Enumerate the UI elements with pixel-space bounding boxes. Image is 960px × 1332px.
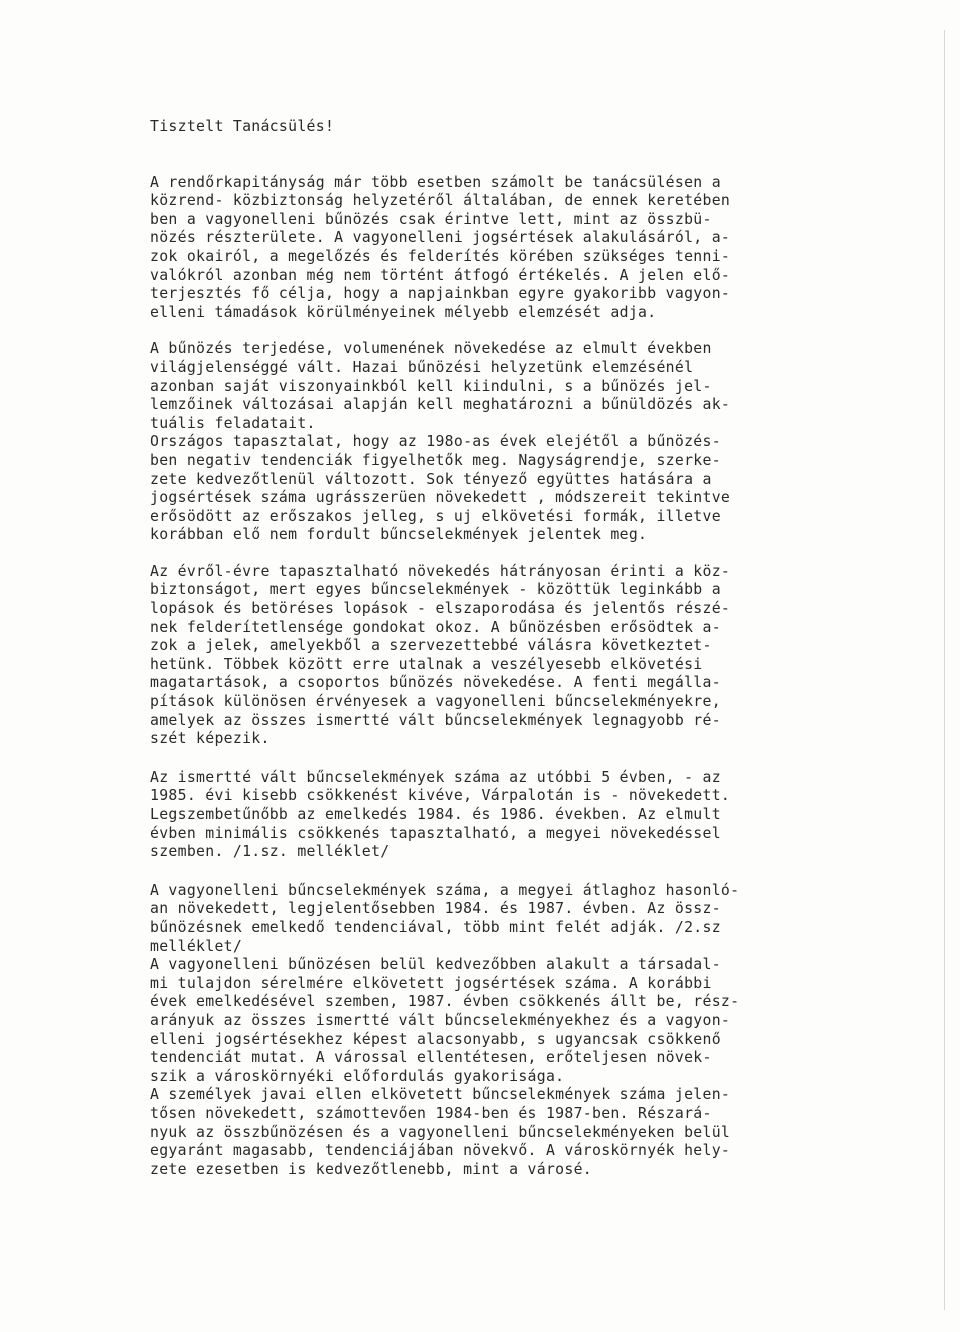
text-line: arányuk az összes ismertté vált bűncselekményekhez és a vagyon- — [150, 1011, 731, 1029]
text-line: zete ezesetben is kedvezőtlenebb, mint a városé. — [150, 1160, 593, 1178]
text-line: elleni jogsértésekhez képest alacsonyabb, s ugyancsak csökkenő — [150, 1030, 721, 1048]
text-line: A vagyonelleni bűncselekmények száma, a megyei átlaghoz hasonló- — [150, 881, 740, 899]
text-line: zok a jelek, amelyekből a szervezettebbé válásra következtet- — [150, 637, 712, 655]
text-line: szik a városkörnyéki előfordulás gyakorisága. — [150, 1067, 565, 1085]
text-line: ben a vagyonelleni bűnözés csak érintve lett, mint az összbü- — [150, 210, 712, 228]
text-line: évben minimális csökkenés tapasztalható, a megyei növekedéssel — [150, 824, 721, 842]
document-body — [150, 118, 880, 1179]
text-line: A bűnözés terjedése, volumenének növekedése az elmult években — [150, 340, 712, 358]
text-line: zete kedvezőtlenül változott. Sok tényező együttes hatására a — [150, 470, 712, 488]
text-line: szemben. /1.sz. melléklet/ — [150, 843, 390, 861]
text-line: magatartások, a csoportos bűnözés növekedése. A fenti megálla- — [150, 674, 721, 692]
text-line: A személyek javai ellen elkövetett bűncselekmények száma jelen- — [150, 1086, 731, 1104]
text-line: jogsértések száma ugrásszerüen növekedett , módszereit tekintve — [150, 489, 731, 507]
text-line: erősödött az erőszakos jelleg, s uj elkövetési formák, illetve — [150, 507, 721, 525]
greeting: Tisztelt Tanácsülés! — [150, 118, 335, 135]
paragraph-4 — [150, 769, 880, 862]
text-line: bűnözésnek emelkedő tendenciával, több mint felét adják. /2.sz — [150, 918, 721, 936]
text-line: világjelenséggé vált. Hazai bűnözési helyzetünk elemzésénél — [150, 358, 694, 376]
text-line: közrend- közbiztonság helyzetéről általában, de ennek keretében — [150, 192, 731, 210]
text-line: valókról azonban még nem történt átfogó értékelés. A jelen elő- — [150, 266, 731, 284]
text-line: lemzőinek változásai alapján kell meghatározni a bűnüldözés ak- — [150, 396, 731, 414]
text-line: mi tulajdon sérelmére elkövetett jogsértések száma. A korábbi — [150, 974, 712, 992]
text-line: A rendőrkapitányság már több esetben számolt be tanácsülésen a — [150, 173, 721, 191]
text-line: lopások és betöréses lopások - elszaporodása és jelentős részé- — [150, 600, 731, 618]
text-line: Legszembetűnőbb az emelkedés 1984. és 1986. években. Az elmult — [150, 806, 721, 823]
paragraph-1 — [150, 174, 880, 323]
text-line: évek emelkedésével szemben, 1987. évben csökkenés állt be, rész- — [150, 993, 740, 1011]
text-line: szét képezik. — [150, 730, 270, 748]
text-line: egyaránt magasabb, tendenciájában növekvő. A városkörnyék hely- — [150, 1142, 731, 1160]
text-line: ben negativ tendenciák figyelhetők meg. Nagyságrendje, szerke- — [150, 451, 721, 469]
page-edge-line — [944, 30, 945, 1310]
text-line: melléklet/ — [150, 937, 243, 955]
text-line: nözés részterülete. A vagyonelleni jogsértések alakulásáról, a- — [150, 229, 731, 247]
text-line: nyuk az összbűnözésen és a vagyonelleni bűncselekményeken belül — [150, 1123, 731, 1141]
text-line: Az évről-évre tapasztalható növekedés hátrányosan érinti a köz- — [150, 562, 731, 580]
paragraph-2 — [150, 340, 880, 545]
paragraph-5 — [150, 882, 880, 1180]
text-line: nek felderítetlensége gondokat okoz. A bűnözésben erősödtek a- — [150, 618, 721, 636]
text-line: Az ismertté vált bűncselekmények száma az utóbbi 5 évben, - az — [150, 768, 721, 786]
text-line: an növekedett, legjelentősebben 1984. és 1987. évben. Az össz- — [150, 900, 721, 918]
text-line: korábban elő nem fordult bűncselekmények jelentek meg. — [150, 526, 648, 544]
text-line: azonban saját viszonyainkból kell kiindulni, s a bűnözés jel- — [150, 377, 712, 395]
text-line: tendenciát mutat. A várossal ellentétesen, erőteljesen növek- — [150, 1049, 712, 1067]
text-line: biztonságot, mert egyes bűncselekmények - közöttük leginkább a — [150, 581, 721, 599]
paragraph-3 — [150, 563, 880, 749]
text-line: Országos tapasztalat, hogy az 198o-as évek elejétől a bűnözés- — [150, 433, 721, 451]
text-line: tuális feladatait. — [150, 414, 316, 432]
text-line: pítások különösen érvényesek a vagyonelleni bűncselekményekre, — [150, 693, 721, 711]
text-line: 1985. évi kisebb csökkenést kivéve, Várpalotán is - növekedett. — [150, 787, 731, 805]
text-line: terjesztés fő célja, hogy a napjainkban egyre gyakoribb vagyon- — [150, 285, 731, 303]
text-line: amelyek az összes ismertté vált bűncselekmények legnagyobb ré- — [150, 711, 721, 729]
text-line: hetünk. Többek között erre utalnak a veszélyesebb elkövetési — [150, 655, 703, 673]
text-line: A vagyonelleni bűnözésen belül kedvezőbben alakult a társadal- — [150, 956, 721, 974]
text-line: elleni támadások körülményeinek mélyebb elemzését adja. — [150, 303, 657, 321]
text-line: zok okairól, a megelőzés és felderítés körében szükséges tenni- — [150, 247, 731, 265]
paragraphs — [150, 174, 880, 1180]
text-line: tősen növekedett, számottevően 1984-ben és 1987-ben. Részará- — [150, 1104, 712, 1122]
